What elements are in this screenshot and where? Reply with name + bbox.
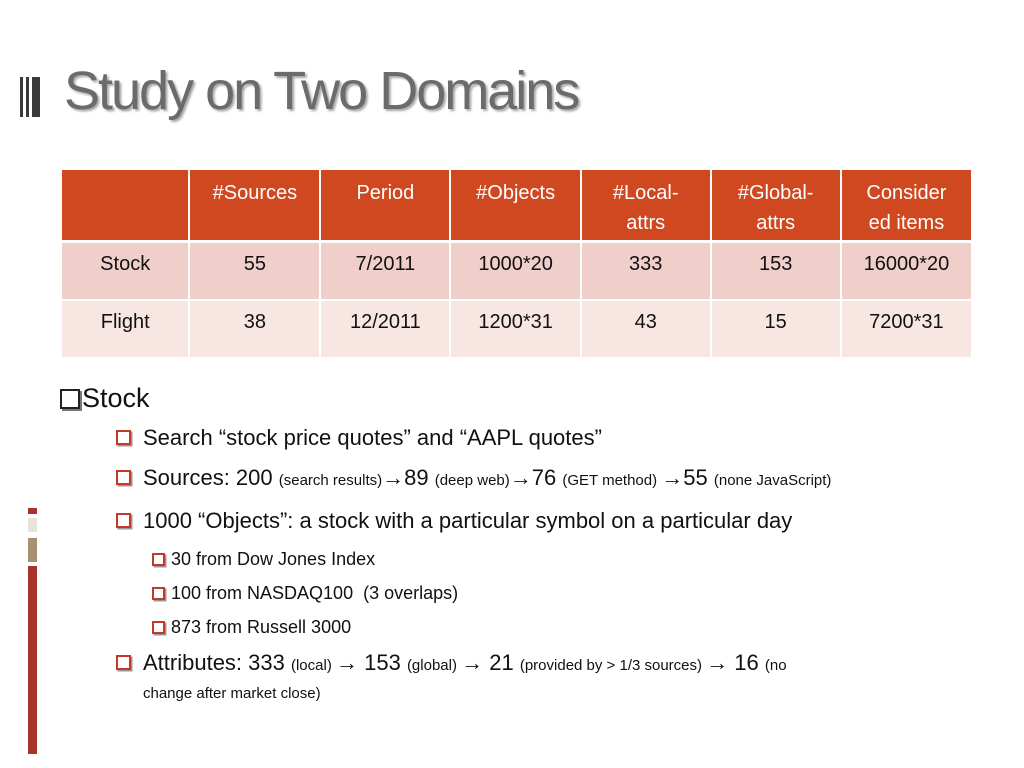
list-item (116, 464, 980, 495)
arrow-right-icon: → (336, 650, 358, 675)
table-cell: Flight (62, 301, 188, 359)
arrow-right-icon: → (706, 650, 729, 675)
table-cell: 153 (712, 243, 840, 301)
attributes-label: Attributes: 333 (143, 650, 291, 675)
table-cell: 1200*31 (451, 301, 580, 359)
table-cell: 7/2011 (321, 243, 449, 301)
arrow-right-icon: → (461, 650, 484, 675)
table-cell: 16000*20 (842, 243, 971, 301)
list-item (152, 581, 980, 605)
table-cell: 1000*20 (451, 243, 580, 301)
arrow-right-icon: → (382, 465, 405, 490)
table-header-cell: #Global- attrs (712, 170, 840, 243)
attributes-note: change after market close) (143, 685, 321, 702)
table-row (62, 301, 971, 359)
list-item (60, 383, 980, 414)
table-cell: 12/2011 (321, 301, 449, 359)
sources-label: Sources: 200 (143, 465, 279, 490)
sources-note: (search results) (278, 472, 383, 489)
table-header-cell: #Sources (190, 170, 319, 243)
table-header-cell: Consider ed items (842, 170, 971, 243)
sources-text (143, 464, 831, 495)
checkbox-bullet-icon (116, 513, 131, 528)
attributes-note: (local) (290, 657, 336, 674)
table-cell: 38 (190, 301, 319, 359)
table-cell: 333 (582, 243, 710, 301)
attributes-text (143, 649, 787, 708)
checkbox-bullet-icon (152, 621, 165, 634)
attributes-value: 21 (483, 650, 520, 675)
sub-item-text: 873 from Russell 3000 (171, 617, 352, 637)
table-cell: 43 (582, 301, 710, 359)
attributes-note: (provided by > 1/3 sources) (519, 657, 707, 674)
sub-item-text: 100 from NASDAQ100 (3 overlaps) (171, 583, 459, 603)
stock-heading: Stock (82, 383, 150, 413)
search-text: Search “stock price quotes” and “AAPL quotes” (143, 425, 602, 450)
table-row (62, 243, 971, 301)
list-item (116, 507, 980, 535)
arrow-right-icon: → (509, 465, 532, 490)
sources-note: (deep web) (434, 472, 510, 489)
table-cell: 15 (712, 301, 840, 359)
table-header-row (62, 170, 971, 243)
table-cell: 7200*31 (842, 301, 971, 359)
domains-table (60, 170, 973, 359)
title-bars-icon (20, 77, 40, 117)
sources-note: (none JavaScript) (713, 472, 832, 489)
checkbox-bullet-icon (116, 655, 131, 670)
checkbox-bullet-icon (116, 470, 131, 485)
sources-value: 76 (531, 465, 563, 490)
list-item (152, 615, 980, 639)
attributes-value: 16 (728, 650, 765, 675)
table-header-cell: #Objects (451, 170, 580, 243)
slide-title: Study on Two Domains (64, 61, 579, 121)
checkbox-bullet-icon (152, 587, 165, 600)
sources-note: (GET method) (562, 472, 662, 489)
sources-value: 89 (404, 465, 435, 490)
attributes-value: 153 (358, 650, 407, 675)
table-cell: Stock (62, 243, 188, 301)
objects-text: 1000 “Objects”: a stock with a particular symbol on a particular day (143, 508, 793, 533)
list-item (116, 424, 980, 452)
sources-value: 55 (683, 465, 714, 490)
attributes-note: (no (764, 657, 787, 674)
list-item (116, 649, 980, 708)
checkbox-bullet-icon (60, 389, 80, 409)
checkbox-bullet-icon (116, 430, 131, 445)
table-header-cell: Period (321, 170, 449, 243)
sub-item-text: 30 from Dow Jones Index (171, 549, 376, 569)
bullet-list (60, 383, 980, 720)
checkbox-bullet-icon (152, 553, 165, 566)
table-cell: 55 (190, 243, 319, 301)
table-header-cell: #Local- attrs (582, 170, 710, 243)
attributes-note: (global) (406, 657, 462, 674)
table-header-cell (62, 170, 188, 243)
list-item (152, 547, 980, 571)
arrow-right-icon: → (661, 465, 684, 490)
